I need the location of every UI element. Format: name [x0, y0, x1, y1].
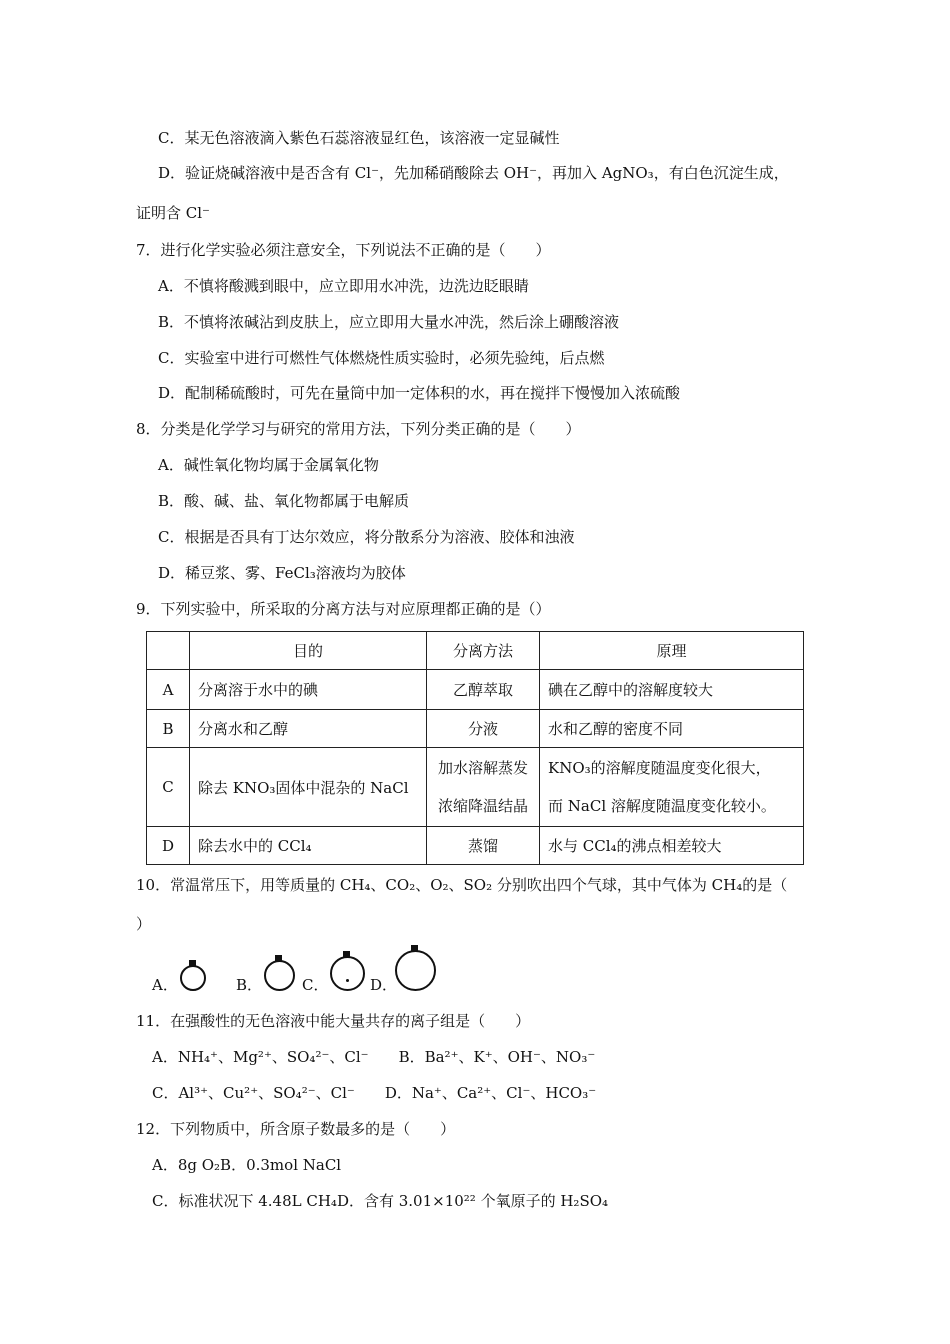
q10-stem-line2: ） [136, 915, 152, 933]
balloon-c-dot-icon [346, 979, 349, 982]
q10-option-b-label: B． [236, 976, 263, 994]
q8-option-b: B．酸、碱、盐、氧化物都属于电解质 [158, 492, 410, 510]
row-label: C [147, 748, 190, 827]
table-row [147, 748, 804, 827]
row-method-line2: 浓缩降温结晶 [437, 797, 528, 815]
q10-option-a-label: A． [152, 976, 178, 994]
row-method: 分液 [427, 710, 540, 748]
row-method: 乙醇萃取 [427, 670, 540, 710]
q11-options-ab: A．NH₄⁺、Mg²⁺、SO₄²⁻、Cl⁻ B．Ba²⁺、K⁺、OH⁻、NO₃⁻ [152, 1048, 596, 1066]
header-cell-principle: 原理 [540, 632, 804, 670]
header-cell-blank [147, 632, 190, 670]
balloon-d-knot-icon [411, 945, 418, 951]
row-purpose: 分离溶于水中的碘 [190, 670, 427, 710]
header-cell-purpose: 目的 [190, 632, 427, 670]
q10-option-d-label: D． [370, 976, 398, 994]
balloon-a-knot-icon [189, 960, 196, 966]
q12-options-cd: C．标准状况下 4.48L CH₄D．含有 3.01×10²² 个氧原子的 H₂SO₄ [152, 1192, 609, 1210]
table-row [147, 710, 804, 748]
q11-stem: 11．在强酸性的无色溶液中能大量共存的离子组是（ ） [136, 1012, 531, 1030]
q12-stem: 12．下列物质中，所含原子数最多的是（ ） [136, 1120, 456, 1138]
q7-option-c: C．实验室中进行可燃性气体燃烧性质实验时，必须先验纯，后点燃 [158, 349, 605, 367]
table-header-row [147, 632, 804, 670]
q6-option-d-line1: D．验证烧碱溶液中是否含有 Cl⁻，先加稀硝酸除去 OH⁻，再加入 AgNO₃，有白色沉淀生成， [158, 164, 789, 182]
header-cell-method: 分离方法 [427, 632, 540, 670]
q7-option-a: A．不慎将酸溅到眼中，应立即用水冲洗，边洗边眨眼睛 [158, 277, 529, 295]
q7-stem: 7．进行化学实验必须注意安全，下列说法不正确的是（ ） [136, 241, 551, 259]
row-label: A [147, 670, 190, 710]
table-row [147, 670, 804, 710]
row-principle: 水与 CCl₄的沸点相差较大 [540, 827, 804, 865]
balloon-d-icon [395, 950, 436, 991]
balloon-a-icon [180, 965, 206, 991]
balloon-b-icon [264, 960, 295, 991]
balloon-c-icon [330, 956, 365, 991]
q6-option-d-line2: 证明含 Cl⁻ [136, 204, 210, 222]
q8-option-c: C．根据是否具有丁达尔效应，将分散系分为溶液、胶体和浊液 [158, 528, 575, 546]
row-principle [540, 748, 804, 827]
q8-stem: 8．分类是化学学习与研究的常用方法，下列分类正确的是（ ） [136, 420, 581, 438]
balloon-c-knot-icon [343, 951, 350, 957]
row-principle: 碘在乙醇中的溶解度较大 [540, 670, 804, 710]
q10-option-c-label: C． [302, 976, 329, 994]
q12-options-ab: A．8g O₂B．0.3mol NaCl [152, 1156, 342, 1174]
q10-stem-line1: 10．常温常压下，用等质量的 CH₄、CO₂、O₂、SO₂ 分别吹出四个气球，其中气体为 CH₄的是（ [136, 876, 788, 894]
row-purpose: 分离水和乙醇 [190, 710, 427, 748]
row-method-line1: 加水溶解蒸发 [437, 759, 528, 777]
q8-option-d: D．稀豆浆、雾、FeCl₃溶液均为胶体 [158, 564, 406, 582]
row-method: 蒸馏 [427, 827, 540, 865]
balloon-b-knot-icon [275, 955, 282, 961]
row-purpose: 除去 KNO₃固体中混杂的 NaCl [190, 748, 427, 827]
q6-option-c: C．某无色溶液滴入紫色石蕊溶液显红色，该溶液一定显碱性 [158, 129, 560, 147]
row-purpose: 除去水中的 CCl₄ [190, 827, 427, 865]
q8-option-a: A．碱性氧化物均属于金属氧化物 [158, 456, 379, 474]
q7-option-b: B．不慎将浓碱沾到皮肤上，应立即用大量水冲洗，然后涂上硼酸溶液 [158, 313, 620, 331]
q9-stem: 9．下列实验中，所采取的分离方法与对应原理都正确的是（） [136, 600, 551, 618]
row-principle: 水和乙醇的密度不同 [540, 710, 804, 748]
row-label: D [147, 827, 190, 865]
q11-options-cd: C．Al³⁺、Cu²⁺、SO₄²⁻、Cl⁻ D．Na⁺、Ca²⁺、Cl⁻、HCO₃⁻ [152, 1084, 597, 1102]
row-principle-line1: KNO₃的溶解度随温度变化很大， [548, 759, 771, 777]
row-label: B [147, 710, 190, 748]
row-principle-line2: 而 NaCl 溶解度随温度变化较小。 [548, 797, 776, 815]
row-method [427, 748, 540, 827]
table-row [147, 827, 804, 865]
q7-option-d: D．配制稀硫酸时，可先在量筒中加一定体积的水，再在搅拌下慢慢加入浓硫酸 [158, 384, 681, 402]
separation-table [146, 631, 804, 865]
